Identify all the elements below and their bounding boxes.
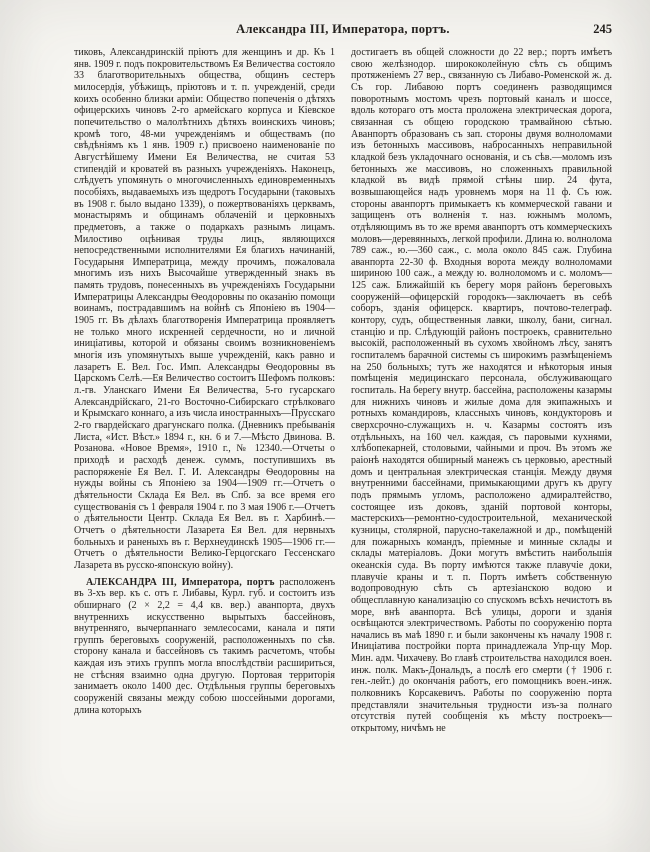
paragraph-right-column: достигаетъ въ общей сложности до 22 вер.; портъ имѣетъ свою желѣзнодор. ширококолейную сѣть съ общимъ протяженіемъ 27 вер., связанную съ Либаво-Роменской ж. д. Съ гор. Либавою портъ соединенъ разводящимся поворотнымъ мостомъ чрезъ портовый каналъ и шоссе, вдоль котораго отъ моста проложена электрическая дорога, связанная съ общею городскою трамвайною сѣтью. Аванпортъ образованъ съ зап. стороны двумя волноломами изъ бетонныхъ массивовъ, набросанныхъ неправильной кладкой безъ укладочнаго основанія, и съ сѣв.—моломъ изъ бетонныхъ же массивовъ, но сложенныхъ правильной кладкой въ видѣ прямой стѣны шир. 24 фута, возвышающейся надъ уровнемъ моря на 11 ф. Съ юж. стороны аванпортъ примыкаетъ къ коммерческой гавани и защищенъ отъ волненія т. наз. южнымъ моломъ, отдѣляющимъ въ то же время аванпортъ отъ коммерческихъ моловъ—деревянныхъ, легкой профили. Длина ю. волнолома 789 саж., ю.—360 саж., с. мола около 845 саж. Глубина аванпорта 22-30 ф. Входныя ворота между волноломами шириною 100 саж., а между ю. волноломомъ и с. моломъ—125 саж. Ближайшій къ берегу моря районъ береговыхъ сооруженій—офицерскій городокъ—заключаетъ въ себѣ соборъ, зданія офицерск. квартиръ, почтово-телеграф. контору, судъ, общественныя лавки, школу, бани, сигнал. станцію и пр. Слѣдующій районъ построекъ, сравнительно высокій, расположенный въ сухомъ хвойномъ лѣсу, занятъ госпиталемъ барачной системы съ широкимъ размѣщеніемъ на 250 больныхъ; тутъ же находятся и нѣкоторыя иныя помѣщенія медицинскаго персонала, обслуживающаго госпиталь. На берегу внутр. бассейна, расположены казармы для нижнихъ чиновъ и жилые дома для экипажныхъ и ротныхъ командировъ, классныхъ чиновъ, кондукторовъ и сверхсрочно-служащихъ н. ч. Казармы состоятъ изъ отдѣльныхъ, на 160 чел. каждая, съ паровыми кухнями, хлѣбопекарней, столовыми, чайными и проч. Въ этомъ же раіонѣ находятся обширный манежъ съ церковью, арестный домъ и центральная электрическая станція. Между двумя внутренними бассейнами, примыкающими другъ къ другу подъ прямымъ угломъ, расположено адмиралтейство, состоящее изъ доковъ, зданій портовой конторы, мастерскихъ—ремонтно-судостроительной, механической кузницы, столярной, парусно-такелажной и др., помѣщеній для пожарныхъ командъ, пріемные и минные склады и склады матеріаловъ. Доки могутъ вмѣстить наибольшія океанскія суда. Въ порту имѣются также плавучіе доки, плавучіе краны и т. п. Портъ имѣетъ собственную водопроводную сѣть съ артезіанскою водою и общесплавную канализацію со спускомъ всѣхъ нечистотъ въ море, внѣ аванпорта. Всѣ улицы, дороги и зданія освѣщаются электричествомъ. Работы по сооруженію порта начались въ маѣ 1890 г. и были закончены къ началу 1908 г. Иниціатива постройки порта принадлежала Упр-щу Мор. Мин. адм. Чихачеву. Во главѣ строительства находился воен. инж. полк. Макъ-Дональдъ, а послѣ его смерти († 1906 г. ген.-лейт.) до окончанія работъ, его помощникъ воен.-инж. полковникъ Корсакевичъ. Работы по сооруженію порта представляли значительныя трудности изъ-за полнаго отсутствія путей сообщенія къ мѣсту построекъ—открытому, ничѣмъ не [351, 47, 612, 735]
paragraph-continuation: тиковъ, Александринскій пріютъ для женщинъ и др. Къ 1 янв. 1909 г. подъ покровительствомъ Ея Величества состояло 33 благотворительныхъ общества, общинъ сестеръ милосердія, убѣжищъ, пріютовъ и т. п. учрежденій, среди коихъ особенно близки арміи: Общество попеченія о дѣтяхъ офицерскихъ чиновъ 2-го армейскаго корпуса и Кіевское попечительство о малолѣтнихъ дѣтяхъ воинскихъ чиновъ; кромѣ того, 48-ми учрежденіямъ и обществамъ (по свѣдѣніямъ къ 1 янв. 1909 г.) присвоено наименованіе по Августѣйшему Имени Ея Величества, не считая 53 стипендій и кроватей въ разныхъ учрежденіяхъ. Наконецъ, слѣдуетъ упомянуть о многочисленныхъ единовременныхъ пособіяхъ, выдаваемыхъ изъ щедротъ Государыни (таковыхъ въ 1908 г. было выдано 1339), о пожертвованіяхъ церквамъ, монастырямъ и общинамъ облаченій и церковныхъ предметовъ, а также о подаркахъ разнымъ лицамъ. Милостиво оцѣнивая труды лицъ, являющихся непосредственными исполнителями Ея благихъ начинаній, Государыня Императрица, между прочимъ, пожаловала многимъ изъ нихъ Высочайше утвержденный знакъ въ память трудовъ, понесенныхъ въ учрежденіяхъ Государыни Императрицы Александры Ѳеодоровны по оказанію помощи воинамъ, пострадавшимъ на войнѣ съ Японіею въ 1904—1905 гг. Въ дѣлахъ благотворенія Императрица проявляетъ не только много искренней сердечности, но и личной иниціативы, которой и обязаны своимъ возникновеніемъ многія изъ упомянутыхъ выше учрежденій, какъ равно и лазаретъ Е. Вел. Гос. Имп. Александры Ѳеодоровны въ Царскомъ Селѣ.—Ея Величество состоитъ Шефомъ полковъ: л.-гв. Уланскаго Имени Ея Величества, 5-го гусарскаго Александрійскаго, 21-го Восточно-Сибирскаго стрѣлковаго и Крымскаго коннаго, а изъ числа иностранныхъ—Прусскаго 2-го гвардейскаго драгунскаго полка. (Дневникъ пребыванія Листа, «Ист. Вѣст.» 1894 г., кн. 6 и 7.—Мѣсто Двинова. В. Розанова. «Новое Время», 1910 г., № 12340.—Отчеты о приходѣ и расходѣ денеж. суммъ, поступившихъ въ распоряженіе Ея Вел. Г. И. Александры Ѳеодоровны на нужды войны съ Японіею за 1904—1909 гг.—Отчетъ о дѣятельности Склада Ея Вел. въ Спб. за все время его существованія съ 1 февраля 1904 г. по 3 мая 1906 г.—Отчетъ о дѣятельности Центр. Склада Ея Вел. въ г. Харбинѣ.—Отчетъ о дѣятельности Лазарета Ея Вел. для нервныхъ больныхъ и раненыхъ въ г. Верхнеудинскѣ 1905—1906 гг.—Отчетъ о дѣятельности Велико-Герцогскаго Гессенскаго Лазарета въ русско-японскую войну). [74, 47, 335, 571]
page-content [74, 22, 612, 735]
page-header [74, 22, 612, 38]
running-title: Александра III, Императора, портъ. [236, 22, 450, 36]
article-paragraph [74, 577, 335, 717]
article-body-text: расположенъ въ 3-хъ вер. къ с. отъ г. Либавы, Курл. губ. и состоитъ изъ обширнаго (2 × 2,2 = 4,4 кв. вер.) аванпорта, двухъ внутреннихъ искусственно вырытыхъ бассейновъ, внутренняго, вычерпаннаго землесосами, канала и пяти группъ береговыхъ сооруженій, расположенныхъ по сѣв. сторону канала и бассейновъ съ такимъ расчетомъ, чтобы каждая изъ этихъ группъ могла впослѣдствіи расшириться, не стѣсняя взаимно одна другую. Портовая территорія занимаетъ около 1400 дес. Отдѣльныя группы береговыхъ сооруженій связаны между собою шоссейными дорогами, длина которыхъ [74, 576, 335, 716]
right-column [351, 47, 612, 735]
text-columns [74, 47, 612, 735]
left-column [74, 47, 335, 735]
page-number: 245 [593, 22, 612, 36]
article-heading: АЛЕКСАНДРА III, Императора, портъ [86, 576, 275, 588]
